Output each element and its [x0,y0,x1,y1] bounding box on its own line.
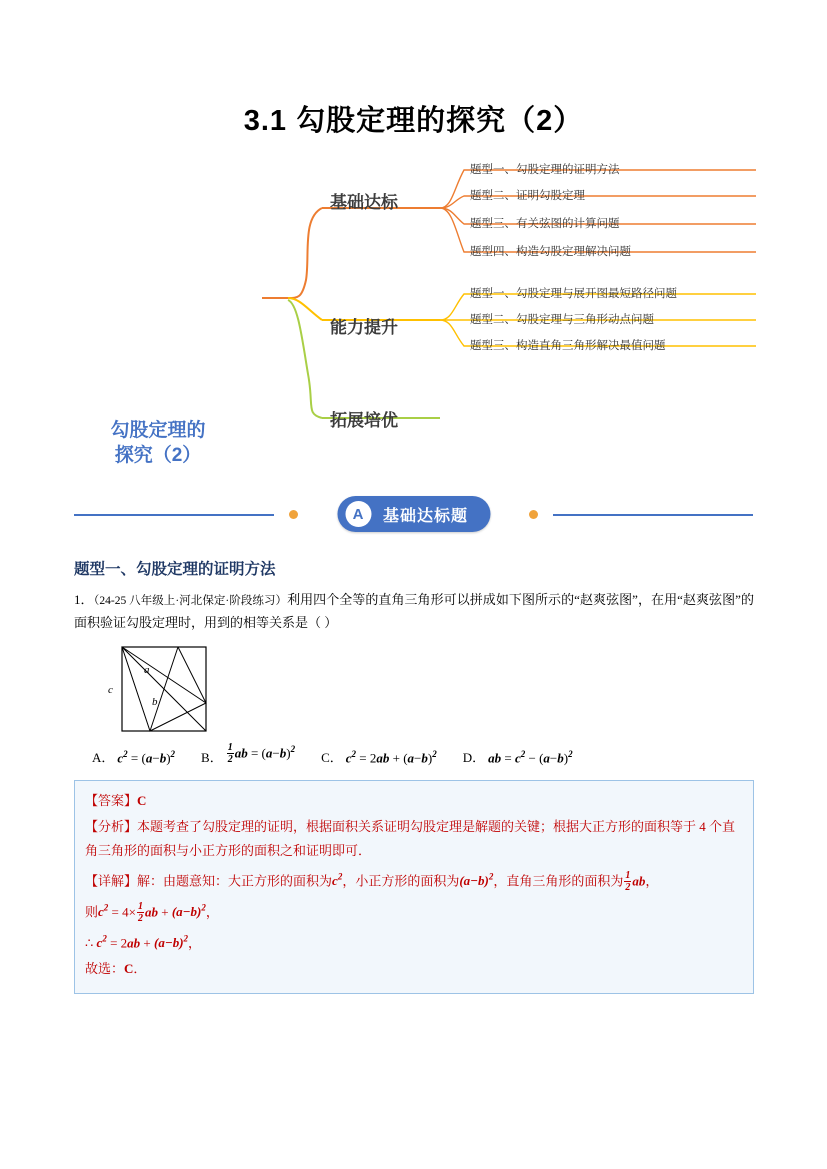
final-answer-suffix: ． [133,961,147,977]
detail-line-4 [85,957,743,981]
question-type-heading: 题型一、勾股定理的证明方法 [74,561,276,578]
mindmap-leaf: 题型一、勾股定理与展开图最短路径问题 [470,288,677,300]
final-answer-value: C [124,961,134,977]
badge-divider-right [553,514,753,516]
question-number: 1． [74,592,94,607]
badge-dot-right [529,510,538,519]
figure-svg [100,641,230,737]
detail-line-2: 则$c^2 = 4\times$ $\frac{1}{2}$ ab + $(a-b)^2$， [85,900,219,924]
mindmap-leaf: 题型四、构造勾股定理解决问题 [470,246,631,258]
badge-divider-left [74,514,274,516]
detail-line-1: 【详解】解：由题意知：大正方形的面积为$c^2$，小正方形的面积为$(a-b)^2$，直角三角形的面积为 $\frac{1}{2}$ ab， [85,869,659,893]
badge-dot-left [289,510,298,519]
detail-expr-small: $(a-b)^2$ [459,872,494,889]
mindmap-connectors [40,148,790,448]
mindmap-branch-basic: 基础达标 [330,193,398,212]
mindmap-branch-extension: 拓展培优 [330,411,398,430]
choice-d-key: D． [462,750,486,765]
detail-text-c: ，直角三角形的面积为 [493,873,624,889]
detail-text-b: ，小正方形的面积为 [342,873,460,889]
badge-letter: A [345,501,371,527]
question-stem [74,589,754,633]
analysis-line [85,815,743,863]
mindmap-leaf: 题型一、勾股定理的证明方法 [470,164,620,176]
question-text: 利用四个全等的直角三角形可以拼成如下图所示的“赵爽弦图”，在用“赵爽弦图”的面积验证勾股定理时，用到的相等关系是（ ） [74,592,754,630]
section-badge [337,496,490,532]
mindmap-root-label: 勾股定理的 探究（2） [110,420,206,466]
choice-b-expr: $\frac{1}{2}$ ab = $(a-b)^2$ [227,742,296,765]
mindmap-leaf: 题型二、证明勾股定理 [470,190,585,202]
mindmap [40,148,790,466]
detail-text-a: 解：由题意知：大正方形的面积为 [137,873,333,889]
section-badge-row [0,490,827,550]
detail-expr-big: $c^2$ [332,872,343,889]
choice-a-key: A． [92,750,115,765]
zhaoshuang-xiantu-figure [100,641,230,737]
figure-label-a: a [144,664,150,676]
analysis-text: 本题考查了勾股定理的证明，根据面积关系证明勾股定理是解题的关键；根据大正方形的面积等于 4 个直角三角形的面积与小正方形的面积之和证明即可． [85,819,736,858]
answer-value: C [137,793,147,808]
mindmap-branch-ability: 能力提升 [330,318,398,337]
choice-d-expr: ab = $c^2 - (a-b)^2$ [488,748,573,765]
choice-a-expr: $c^2 = (a-b)^2$ [117,748,176,765]
choice-a[interactable] [92,747,175,766]
choice-c-expr: $c^2 = 2ab + (a-b)^2$ [345,748,437,765]
answer-explanation-box [74,780,754,994]
detail-text-d: ， [645,873,659,889]
choice-b-key: B． [201,750,223,765]
page-title: 3.1 勾股定理的探究（2） [243,105,584,137]
choice-c[interactable] [321,747,437,766]
answer-choices [92,743,754,766]
figure-label-c: c [108,684,113,696]
choice-d[interactable] [463,747,573,766]
answer-label: 【答案】 [85,793,138,808]
figure-label-b: b [152,696,158,708]
choice-c-key: C． [321,750,343,765]
mindmap-leaf: 题型二、勾股定理与三角形动点问题 [470,314,654,326]
badge-label: 基础达标题 [382,507,469,525]
choice-b[interactable] [201,743,295,766]
mindmap-leaf: 题型三、有关弦图的计算问题 [470,218,620,230]
question-source: （24-25 八年级上·河北保定·阶段练习） [93,595,288,607]
detail-expr-tri: $\frac{1}{2}$ [625,869,631,893]
analysis-label: 【分析】 [85,819,138,834]
answer-line [85,789,743,813]
main-content [74,557,754,994]
detail-line-3: ∴ $c^2 = 2ab + (a-b)^2$， [85,933,202,951]
mindmap-leaf: 题型三、构造直角三角形解决最值问题 [470,340,666,352]
final-answer-prefix: 故选： [85,961,125,977]
detail-label: 【详解】 [85,873,138,889]
